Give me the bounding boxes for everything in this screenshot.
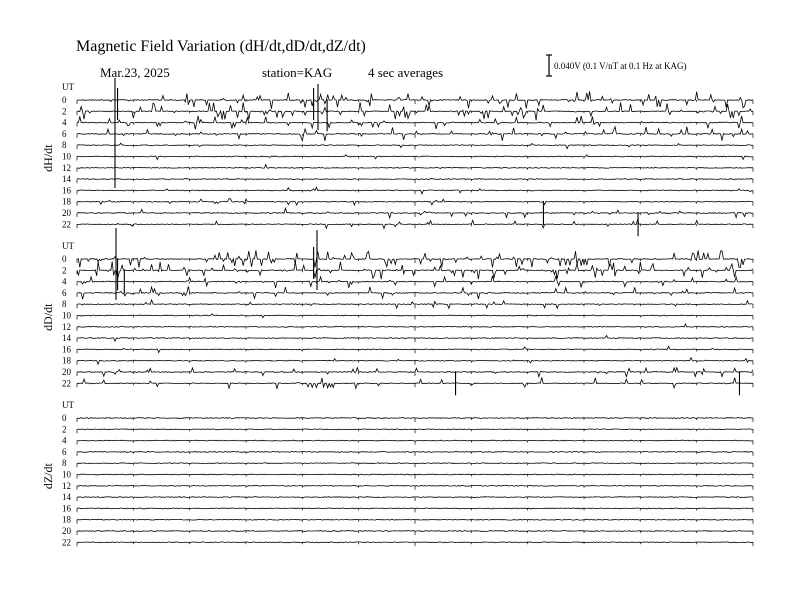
hour-label: 6 bbox=[62, 446, 67, 457]
hour-label: 2 bbox=[62, 265, 67, 276]
trace-row bbox=[77, 542, 753, 543]
hour-label: 12 bbox=[62, 162, 71, 173]
trace-row bbox=[77, 452, 753, 453]
trace-row bbox=[77, 508, 753, 509]
trace-row bbox=[77, 116, 753, 129]
trace-row bbox=[77, 165, 753, 169]
hour-label: 8 bbox=[62, 299, 67, 310]
hour-label: 4 bbox=[62, 435, 67, 446]
hour-label: 4 bbox=[62, 117, 67, 128]
hour-label: 2 bbox=[62, 106, 67, 117]
trace-row bbox=[77, 463, 753, 464]
hour-label: 20 bbox=[62, 526, 71, 536]
trace-row bbox=[77, 497, 753, 498]
hour-label: 22 bbox=[62, 378, 71, 389]
hour-label: 0 bbox=[62, 95, 67, 105]
row-ticks bbox=[77, 316, 753, 320]
hour-label: 10 bbox=[62, 151, 71, 162]
trace-row bbox=[77, 127, 753, 141]
hour-label: 0 bbox=[62, 254, 67, 264]
hour-label: 2 bbox=[62, 424, 67, 435]
trace-row bbox=[77, 531, 753, 532]
trace-row bbox=[77, 418, 753, 419]
hour-label: 22 bbox=[62, 219, 71, 230]
ut-label: UT bbox=[62, 241, 74, 251]
hour-label: 14 bbox=[62, 492, 71, 503]
date-label: Mar.23, 2025 bbox=[100, 65, 170, 80]
hour-label: 6 bbox=[62, 287, 67, 298]
trace-row bbox=[77, 440, 753, 441]
hour-label: 20 bbox=[62, 367, 71, 377]
trace-row bbox=[77, 324, 753, 327]
trace-row bbox=[77, 485, 753, 486]
scale-label: 0.040V (0.1 V/nT at 0.1 Hz at KAG) bbox=[554, 61, 687, 71]
trace-row bbox=[77, 251, 753, 268]
hour-label: 16 bbox=[62, 185, 71, 196]
hour-label: 18 bbox=[62, 196, 71, 207]
row-ticks bbox=[77, 123, 753, 127]
hour-label: 8 bbox=[62, 140, 67, 151]
hour-label: 10 bbox=[62, 310, 71, 321]
ut-label: UT bbox=[62, 400, 74, 410]
hour-label: 10 bbox=[62, 469, 71, 480]
row-ticks bbox=[77, 202, 753, 206]
panel-ylabel: dD/dt bbox=[41, 303, 55, 331]
hour-label: 14 bbox=[62, 174, 71, 185]
row-ticks bbox=[77, 282, 753, 286]
hour-label: 16 bbox=[62, 503, 71, 514]
row-ticks bbox=[77, 497, 753, 501]
row-ticks bbox=[77, 429, 753, 433]
hour-label: 14 bbox=[62, 333, 71, 344]
hour-label: 12 bbox=[62, 480, 71, 491]
hour-label: 22 bbox=[62, 537, 71, 548]
trace-row bbox=[77, 261, 753, 279]
hour-label: 0 bbox=[62, 413, 67, 423]
hour-label: 8 bbox=[62, 458, 67, 469]
hour-label: 6 bbox=[62, 128, 67, 139]
panel-ylabel: dH/dt bbox=[41, 144, 55, 172]
row-ticks bbox=[77, 224, 753, 228]
hour-label: 12 bbox=[62, 321, 71, 332]
hour-label: 18 bbox=[62, 355, 71, 366]
trace-row bbox=[77, 91, 753, 109]
row-ticks bbox=[77, 452, 753, 456]
row-ticks bbox=[77, 327, 753, 331]
hour-label: 20 bbox=[62, 208, 71, 218]
station-label: station=KAG bbox=[262, 65, 333, 80]
row-ticks bbox=[77, 168, 753, 172]
row-ticks bbox=[77, 213, 753, 217]
hour-label: 4 bbox=[62, 276, 67, 287]
panel-ylabel: dZ/dt bbox=[41, 463, 55, 490]
trace-row bbox=[77, 519, 753, 520]
averaging-label: 4 sec averages bbox=[368, 65, 444, 80]
hour-label: 18 bbox=[62, 514, 71, 525]
row-ticks bbox=[77, 304, 753, 308]
chart-title: Magnetic Field Variation (dH/dt,dD/dt,dZ/dt) bbox=[76, 38, 366, 55]
hour-label: 16 bbox=[62, 344, 71, 355]
trace-row bbox=[77, 102, 753, 120]
trace-row bbox=[77, 286, 753, 299]
ut-label: UT bbox=[62, 82, 74, 92]
trace-row bbox=[77, 178, 753, 179]
trace-row bbox=[77, 276, 753, 288]
